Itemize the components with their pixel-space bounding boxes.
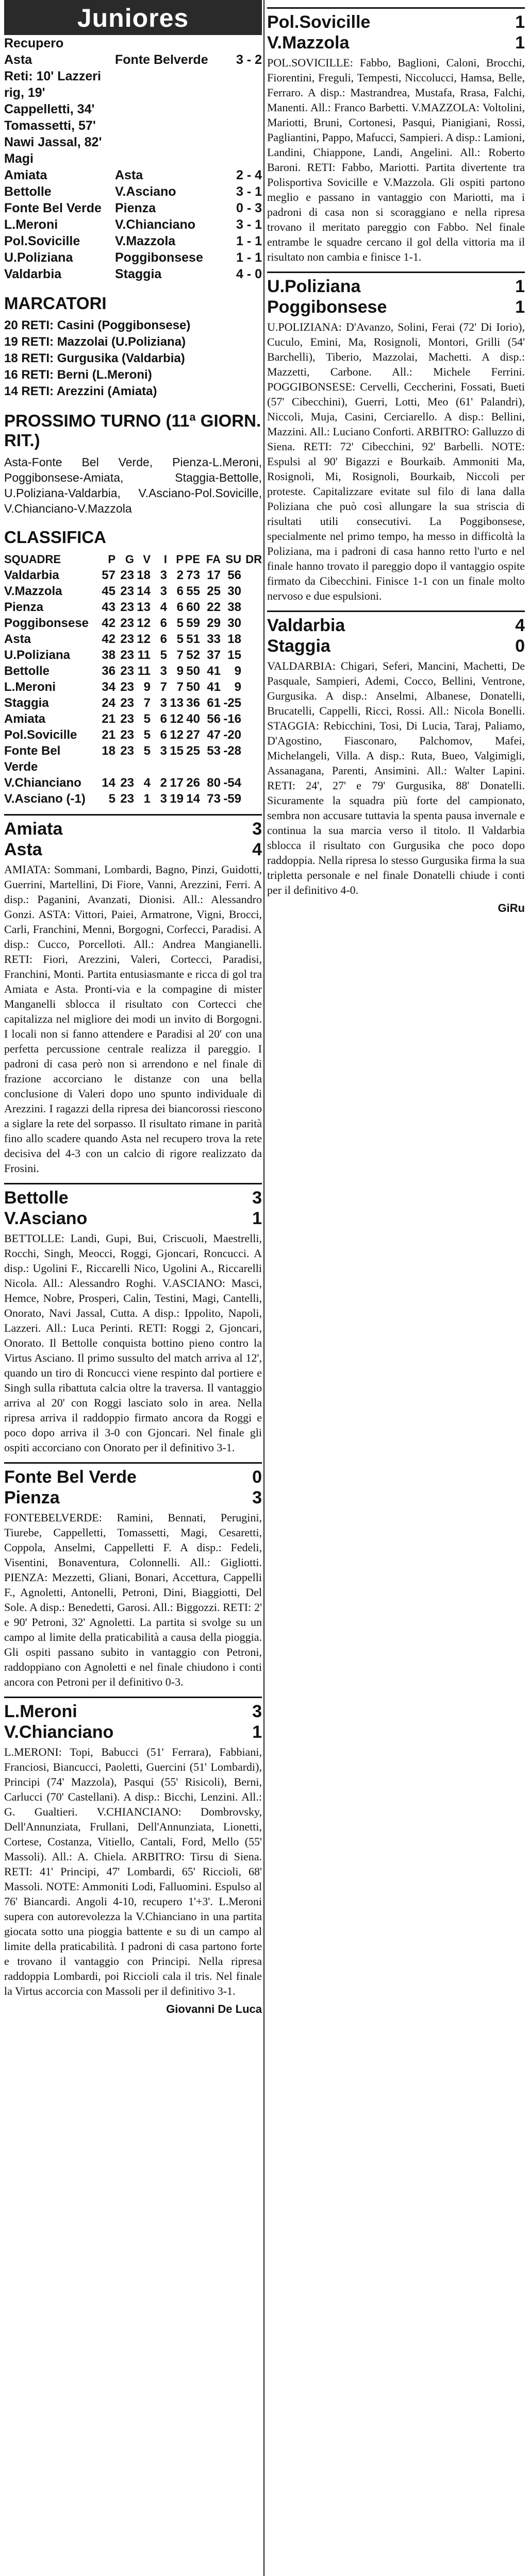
classifica-cell: 7 [160,680,167,694]
classifica-cell: 1 [143,792,151,806]
classifica-cell-empty [241,567,262,583]
classifica-cell: Bettolle [4,664,50,678]
classifica-cell: 56 [207,712,221,726]
classifica-header-cell: DR [245,553,262,566]
classifica-cell-empty [241,615,262,631]
result-away: V.Chianciano [115,217,196,232]
classifica-cell-empty [241,727,262,743]
result-row [4,266,262,282]
classifica-cell: 9 [234,680,241,694]
classifica-cell: 56 [227,568,241,582]
result-away: Pienza [115,201,156,215]
classifica-cell: L.Meroni [4,680,56,694]
match-article [267,611,525,897]
classifica-cell-empty [241,695,262,711]
result-score: 3 - 1 [236,217,262,232]
classifica-row [4,679,262,695]
result-row [4,35,262,52]
classifica-cell: 23 [120,712,134,726]
classifica-cell: 14 [137,584,151,598]
classifica-cell: 36 [102,664,115,678]
classifica-cell: 5 [176,632,184,646]
match-home-score: 1 [515,12,525,32]
match-away-team: Poggibonsese [267,297,387,317]
result-home: Recupero [4,36,64,50]
classifica-cell: 19 [170,792,184,806]
match-home-line [4,1188,262,1208]
section-banner: Juniores [4,0,262,35]
result-row [4,233,262,249]
classifica-cell: 40 [186,712,200,726]
result-away: Asta [115,168,143,182]
result-away: V.Mazzola [115,234,176,248]
classifica-header-cell: G [125,553,134,566]
classifica-cell: 3 [160,664,167,678]
match-home-team: Valdarbia [267,616,345,635]
classifica-cell: -16 [223,712,241,726]
classifica-cell: 47 [207,728,221,742]
classifica-cell: 50 [186,664,200,678]
classifica-row [4,695,262,711]
classifica-header-cell: SU [225,553,241,566]
classifica-cell: 38 [102,648,115,662]
match-home-team: Bettolle [4,1188,69,1208]
classifica-cell: U.Poliziana [4,648,71,662]
classifica-cell: 2 [176,568,184,582]
classifica-cell: 50 [186,680,200,694]
classifica-cell: 6 [160,728,167,742]
match-home-line [267,12,525,32]
column-divider [263,0,264,2576]
classifica-cell: 41 [207,680,221,694]
classifica-cell: 4 [143,776,151,790]
classifica-cell: 15 [170,744,184,758]
classifica-cell: 23 [120,792,134,806]
classifica-cell: 5 [108,792,115,806]
match-away-line [267,297,525,317]
marcatore-item: 14 RETI: Arezzini (Amiata) [4,384,157,398]
left-articles [4,814,262,1998]
classifica-cell: 36 [186,696,200,710]
classifica-cell: 3 [160,696,167,710]
classifica-cell: 23 [120,664,134,678]
match-home-score: 3 [252,1188,262,1208]
classifica-cell: 59 [186,616,200,630]
result-row [4,68,262,167]
classifica-cell: 42 [102,616,115,630]
match-away-team: V.Asciano [4,1209,88,1228]
classifica-row [4,727,262,743]
classifica-cell: 11 [137,648,151,662]
classifica-cell: -59 [223,792,241,806]
byline-left: Giovanni De Luca [166,2003,262,2015]
classifica-cell: Pol.Sovicille [4,728,77,742]
article-rule [267,7,525,9]
classifica-table [4,551,262,807]
match-away-score: 1 [252,1209,262,1228]
classifica-header-cell: FA [206,553,221,566]
article-rule [4,814,262,816]
match-article [267,7,525,264]
classifica-row [4,631,262,647]
match-away-team: V.Mazzola [267,33,350,53]
result-home: U.Poliziana [4,250,73,265]
classifica-cell: 37 [207,648,221,662]
result-row [4,249,262,266]
classifica-cell: 12 [137,616,151,630]
classifica-cell: 18 [137,568,151,582]
result-row [4,52,262,68]
classifica-cell: 41 [207,664,221,678]
classifica-header-cell: P [176,553,184,566]
classifica-cell: 12 [137,632,151,646]
classifica-cell: 42 [102,632,115,646]
classifica-cell: 25 [186,744,200,758]
match-away-team: V.Chianciano [4,1722,114,1742]
classifica-cell: 2 [160,776,167,790]
article-rule [4,1697,262,1698]
classifica-cell: 23 [120,584,134,598]
classifica-cell: 6 [160,632,167,646]
match-away-team: Pienza [4,1488,60,1507]
classifica-cell: 38 [227,600,241,614]
classifica-cell: 6 [176,600,184,614]
classifica-row [4,567,262,583]
classifica-cell: 12 [170,728,184,742]
match-home-line [4,1701,262,1722]
result-home: Reti: 10' Lazzeri rig, 19' Cappelletti, 34' Tomassetti, 57' Nawi Jassal, 82' Magi [4,69,102,166]
classifica-cell: 23 [120,568,134,582]
classifica-cell: 18 [102,744,115,758]
match-away-score: 4 [252,840,262,859]
classifica-cell: 7 [176,680,184,694]
classifica-cell: 9 [143,680,151,694]
classifica-cell: 51 [186,632,200,646]
match-away-score: 1 [515,297,525,317]
classifica-cell: 33 [207,632,221,646]
result-home: Pol.Sovicille [4,234,80,248]
result-home: Valdarbia [4,267,62,281]
result-score: 2 - 4 [236,168,262,182]
classifica-cell: -28 [223,744,241,758]
classifica-row [4,711,262,727]
article-rule [267,272,525,273]
match-home-line [4,1467,262,1487]
classifica-cell: 4 [160,600,167,614]
classifica-cell: 73 [207,792,221,806]
classifica-cell: 5 [160,648,167,662]
result-home: Fonte Bel Verde [4,201,102,215]
classifica-cell: 17 [207,568,221,582]
classifica-cell: 9 [234,664,241,678]
classifica-cell: 3 [160,568,167,582]
classifica-row [4,615,262,631]
classifica-cell: 53 [207,744,221,758]
match-report: FONTEBELVERDE: Ramini, Bennati, Perugini, Tiurebe, Cappelletti, Tomassetti, Magi, Cesaretti, Coppola, Anselmi, Cappelletti F. A disp.: Fedeli, Visentini, Bonaventura, Colonnelli. All.: Gigliotti. PIENZA: Mezzetti, Gliani, Bonari, Accettura, Cappelli F., Agnoletti, Antonelli, Petroni, Dini, Biaggiotti, Del Sole. A disp.: Benedetti, Garosi. All.: Biggozzi. RETI: 2' e 90' Petroni, 32' Agnoletti. La partita si svolge su un campo al limite della praticabilità a causa della pioggia. Gli ospiti passano subito in vantaggio con Petroni, raddoppiano con Agnoletti e nel finale chiudono i conti ancora con Petroni per il definitivo 0-3. [4,1511,262,1688]
match-report: U.POLIZIANA: D'Avanzo, Solini, Ferai (72' Di Iorio), Cuculo, Emini, Ma, Rosignoli, Montori, Grilli (54' Barchelli), Tiberio, Mazzolai, Machetti. A disp.: Mazzetti, Carbone. All.: Michele Ferrini. POGGIBONSESE: Cervelli, Ceccherini, Fossati, Bueti (57' Cibecchini), Guerri, Lotti, Meo (61' Palandri), Niccoli, Muja, Casini, Cerciarello. A disp.: Bellini, Mazzini. All.: Luciano Conforti. ARBITRO: Galluzzo di Siena. RETI: 72' Cibecchini, 92' Barbelli. NOTE: Espulsi al 90' Bigazzi e Bourkaib. Ammoniti Ma, Rosignoli, Mi, Rosignoli, Bourkaib, Niccoli per proteste. Capitalizzare evitate sul filo di lana dalla Poliziana che può così allungare la sua striscia di risultati utili consecutivi. La Poggibonsese, specialmente nel primo tempo, ha messo in difficoltà la Poliziana, ma i padroni di casa hanno retto l'urto e nel finale hanno trovato il pareggio dopo il vantaggio ospite firmato da Cibecchini. Finisce 1-1 con un finale molto nervoso e due espulsioni. [267,320,525,602]
result-home: Bettolle [4,184,52,199]
classifica-cell: 11 [137,664,151,678]
match-report: AMIATA: Sommani, Lombardi, Bagno, Pinzi, Guidotti, Guerrini, Martellini, Di Fiore, Vanni, Arezzini, Ferri. A disp.: Paganini, Avanzati, Dionisi. All.: Alessandro Gonzi. ASTA: Vittori, Paiei, Armatrone, Vigni, Brocci, Carli, Franchini, Menni, Borgogni, Corfecci, Paradisi. A disp.: Cucco, Porcelloti. All.: Andrea Mangianelli. RETI: Fiori, Arezzini, Valeri, Cortecci, Paradisi, Franchini, Monti. Partita entusiasmante e ricca di gol tra Amiata e Asta. Pronti-via e la compagine di mister Manganelli sblocca il risultato con Cortecci che capitalizza nel migliore dei modi un invito di Borgogni. I locali non si fanno attendere e Paradisi al 20' con una perfetta percussione centrale realizza il pareggio. I padroni di casa però non si arrendono e nel finale di frazione accorciano le distanze con una bella conclusione di Valeri dopo uno spunto individuale di Arezzini. I ragazzi della ripresa dei biancorossi riescono a siglare la rete del sorpasso. Il risultato rimane in parità fino allo scadere quando Asta nel recupero trova la rete decisiva del 4-3 con un calcio di rigore realizzato da Frosini. [4,863,262,1175]
classifica-cell: 25 [207,584,221,598]
classifica-cell-empty [241,775,262,791]
right-column [267,0,525,2576]
match-home-score: 1 [515,277,525,296]
left-column [4,0,262,2576]
result-score: 4 - 0 [236,267,262,281]
match-home-line [4,819,262,839]
classifica-cell: 23 [120,616,134,630]
classifica-cell: 5 [176,616,184,630]
classifica-cell: 26 [186,776,200,790]
classifica-cell: 3 [160,584,167,598]
classifica-title: CLASSIFICA [4,528,106,547]
match-away-score: 0 [515,636,525,656]
classifica-cell: 52 [186,648,200,662]
classifica-row [4,583,262,599]
match-article [4,814,262,1176]
classifica-cell: 61 [207,696,221,710]
classifica-row [4,743,262,775]
marcatore-item: 16 RETI: Berni (L.Meroni) [4,368,152,382]
match-home-score: 4 [515,616,525,635]
result-row [4,200,262,216]
classifica-cell: 24 [102,696,115,710]
classifica-cell: V.Mazzola [4,584,62,598]
classifica-cell-empty [241,679,262,695]
classifica-cell: 14 [186,792,200,806]
match-home-line [267,276,525,297]
classifica-cell: 6 [176,584,184,598]
result-row [4,183,262,200]
classifica-cell: 23 [120,648,134,662]
classifica-header-cell: I [163,553,167,566]
classifica-cell: 23 [120,776,134,790]
match-away-score: 1 [252,1722,262,1742]
result-away: Poggibonsese [115,250,203,265]
match-report: BETTOLLE: Landi, Gupi, Bui, Criscuoli, Maestrelli, Rocchi, Singh, Meocci, Roggi, Gjoncari, Roncucci. A disp.: Ugolini F., Riccarelli Nico, Ugolini A., Riccarelli Nicola. All.: Alessandro Roghi. V.ASCIANO: Masci, Hemce, Nobre, Prosperi, Calin, Testini, Magi, Cantelli, Onorato, Navi Jassal, Cutta. A disp.: Ippolito, Napoli, Lazzeri. All.: Luca Perinti. RETI: Roggi 2, Gjoncari, Onorato. Il Bettolle conquista bottino pieno contro la Virtus Asciano. Il primo sussulto del match arriva al 12', quando un tiro di Roncucci viene respinto dal portiere e Singh sulla ribattuta calcia oltre la traversa. Il vantaggio arriva al 20' con Roggi lasciato solo in area. Nella ripresa arriva il raddoppio firmato ancora da Roggi e poco dopo arriva il 3-0 con Gjoncari. Nel finale gli ospiti accorciano con Onorato per il definitivo 3-1. [4,1232,262,1454]
classifica-cell-empty [241,583,262,599]
classifica-header-cell: V [143,553,151,566]
result-home: Asta [4,53,32,67]
match-away-score: 3 [252,1488,262,1507]
match-report: L.MERONI: Topi, Babucci (51' Ferrara), Fabbiani, Franciosi, Biancucci, Paoletti, Guercini (51' Lombardi), Principi (74' Mazzola), Pasqui (55' Risicoli), Berni, Carlucci (70' Castellani). A disp.: Bicchi, Lenzini. All.: G. Gualtieri. V.CHIANCIANO: Dombrovsky, Dell'Annunziata, Frullani, Dell'Annunziata, Lionetti, Cortese, Costanza, Vitiello, Cantali, Ford, Mello (55' Massoli). All.: A. Chiela. ARBITRO: Tirsu di Siena. RETI: 41' Principi, 47' Lombardi, 65' Riccioli, 68' Massoli. NOTE: Ammoniti Lodi, Falluomini. Espulso al 76' Biancardi. Angoli 4-10, recupero 1'+3'. L.Meroni supera con autorevolezza la V.Chianciano in una partita giocata sotto una pioggia battente e su di un campo al limite della praticabilità. I padroni di casa partono forte e trovano il vantaggio con Principi. Nella ripresa raddoppia Lombardi, poi Riccioli cala il tris. Nel finale la Virtus accorcia con Massoli per il definitivo 3-1. [4,1745,262,1997]
result-home: Amiata [4,168,47,182]
match-away-line [4,839,262,860]
classifica-cell: 34 [102,680,115,694]
classifica-header [4,551,262,567]
result-away [115,68,226,167]
classifica-header-cell: PE [185,553,200,566]
match-away-score: 1 [515,33,525,53]
results-table [4,35,262,282]
classifica-cell: 57 [102,568,115,582]
match-report: VALDARBIA: Chigari, Seferi, Mancini, Machetti, De Pasquale, Sampieri, Ademi, Cocco, Bellini, Ventrone, Gurgusika. A disp.: Anselmi, Albanese, Donatelli, Brucatelli, Cappelli, Ricci, Rossi. All.: Nicola Bonelli. STAGGIA: Rebicchini, Tosi, Di Lucia, Taraj, Paliamo, D'Agostino, Fiasconaro, Palchomov, Mafei, Michelangeli, Villa. A disp.: Ruta, Bueo, Valgimigli, Assanagana, Parenti, Ansimini. All.: Walter Lapini. RETI: 24', 27' e 79' Gurgusika, 88' Donatelli. Sicuramente la squadra più forte del campionato, sembra non accusare tuttavia la spenta pausa invernale e continua la sua marcia verso il titolo. Il Valdarbia sblocca il risultato con Gurgusika che poco dopo raddoppia. Nella ripresa lo stesso Gurgusika firma la sua tripletta personale e nel finale Donatelli chiude i conti per il definitivo 4-0. [267,659,525,896]
classifica-cell-empty [241,663,262,679]
match-article [4,1183,262,1455]
classifica-cell: 3 [160,744,167,758]
classifica-cell: 30 [227,584,241,598]
classifica-cell: 9 [176,664,184,678]
classifica-cell: 30 [227,616,241,630]
classifica-cell: Poggibonsese [4,616,89,630]
classifica-cell: Valdarbia [4,568,59,582]
classifica-cell: 60 [186,600,200,614]
classifica-cell: 27 [186,728,200,742]
classifica-cell-empty [241,743,262,775]
match-away-line [267,32,525,53]
classifica-cell: Pienza [4,600,44,614]
classifica-cell: 29 [207,616,221,630]
classifica-cell: 5 [143,712,151,726]
classifica-cell: 13 [170,696,184,710]
match-away-team: Asta [4,840,42,859]
classifica-row [4,791,262,807]
match-away-line [4,1722,262,1742]
result-score: 3 - 2 [236,53,262,67]
classifica-cell: 43 [102,600,115,614]
classifica-cell: 23 [120,680,134,694]
article-rule [4,1462,262,1464]
classifica-cell: -54 [223,776,241,790]
classifica-cell: 21 [102,712,115,726]
classifica-cell: Asta [4,632,31,646]
classifica-cell: 3 [160,792,167,806]
classifica-cell: Amiata [4,712,46,726]
classifica-cell: 55 [186,584,200,598]
marcatori-title: MARCATORI [4,294,107,313]
classifica-cell: 13 [137,600,151,614]
classifica-cell: -20 [223,728,241,742]
classifica-row [4,775,262,791]
classifica-cell-empty [241,599,262,615]
match-article [4,1697,262,1998]
marcatori-list [4,317,262,400]
prossimo-title: PROSSIMO TURNO (11ª GIORN. RIT.) [4,411,261,450]
classifica-cell: 5 [143,744,151,758]
classifica-cell: 6 [160,712,167,726]
match-away-line [267,636,525,656]
classifica-cell: 23 [120,696,134,710]
classifica-cell: V.Asciano (-1) [4,792,86,806]
article-rule [267,611,525,612]
article-rule [4,1183,262,1184]
classifica-row [4,647,262,663]
match-home-score: 3 [252,819,262,839]
classifica-cell-empty [241,711,262,727]
classifica-cell: 18 [227,632,241,646]
match-home-team: U.Poliziana [267,277,361,296]
classifica-header-cell: SQUADRE [4,553,61,566]
match-home-team: Fonte Bel Verde [4,1467,137,1487]
classifica-cell: 23 [120,600,134,614]
match-home-line [267,615,525,636]
classifica-cell: 23 [120,632,134,646]
classifica-cell: 80 [207,776,221,790]
classifica-cell: Staggia [4,696,49,710]
classifica-cell: 12 [170,712,184,726]
marcatore-item: 20 RETI: Casini (Poggibonsese) [4,318,191,332]
classifica-cell: 15 [227,648,241,662]
match-away-team: Staggia [267,636,330,656]
classifica-cell: 23 [120,728,134,742]
classifica-cell: V.Chianciano [4,776,81,790]
match-article [267,272,525,603]
classifica-cell-empty [241,791,262,807]
classifica-cell: -25 [223,696,241,710]
classifica-cell: Fonte Bel Verde [4,744,61,774]
result-score [226,35,262,52]
result-score: 1 - 1 [236,234,262,248]
match-home-score: 3 [252,1702,262,1721]
classifica-cell-empty [241,631,262,647]
result-row [4,216,262,233]
match-home-team: Amiata [4,819,63,839]
result-away: Staggia [115,267,162,281]
result-score: 1 - 1 [236,250,262,265]
classifica-cell: 14 [102,776,115,790]
classifica-cell: 21 [102,728,115,742]
match-home-team: L.Meroni [4,1702,77,1721]
prossimo-text: Asta-Fonte Bel Verde, Pienza-L.Meroni, Poggibonsese-Amiata, Staggia-Bettolle, U.Poliziana-Valdarbia, V.Asciano-Pol.Sovicille, V.Chianciano-V.Mazzola [4,455,262,515]
match-home-score: 0 [252,1467,262,1487]
result-score: 0 - 3 [236,201,262,215]
right-articles [267,7,525,897]
match-article [4,1462,262,1689]
result-score [226,68,262,167]
match-home-team: Pol.Sovicille [267,12,371,32]
classifica-cell: 45 [102,584,115,598]
classifica-row [4,599,262,615]
match-away-line [4,1208,262,1229]
classifica-cell-empty [241,647,262,663]
result-home: L.Meroni [4,217,58,232]
result-away: V.Asciano [115,184,176,199]
result-score: 3 - 1 [236,184,262,199]
classifica-cell: 6 [160,616,167,630]
match-away-line [4,1487,262,1508]
classifica-cell: 17 [170,776,184,790]
classifica-cell: 7 [143,696,151,710]
marcatore-item: 18 RETI: Gurgusika (Valdarbia) [4,351,185,365]
classifica-cell: 22 [207,600,221,614]
byline-right: GiRu [498,902,525,914]
result-row [4,167,262,183]
classifica-cell: 7 [176,648,184,662]
classifica-cell: 5 [143,728,151,742]
result-away [115,35,226,52]
classifica-row [4,663,262,679]
match-report: POL.SOVICILLE: Fabbo, Baglioni, Caloni, Brocchi, Fiorentini, Freguli, Tempesti, Niccolucci, Hamsa, Belle, Ferraro. A disp.: Mastrandrea, Mustafa, Rrasa, Falchi, Manenti. All.: Franco Barbetti. V.MAZZOLA: Voltolini, Mariotti, Bruni, Cortonesi, Pasqui, Pianigiani, Rossi, Pagliantini, Pappo, Mafucci, Sampieri. A disp.: Lamioni, Landini, Chiappone, Landi, Angelini. All.: Roberto Baroni. RETI: Fabbo, Mariotti. Partita divertente tra Polisportiva Sovicille e V.Mazzola. Gli ospiti partono meglio e passano in vantaggio con Mariotti, ma i padroni di casa non si scoraggiano e nella ripresa trovano il meritato pareggio con Fabbo. Nel finale entrambe le squadre cercano il gol della vittoria ma il risultato non cambia e finisce 1-1. [267,56,525,263]
result-away: Fonte Belverde [115,53,208,67]
classifica-cell: 23 [120,744,134,758]
classifica-header-cell: P [108,553,115,566]
classifica-cell: 73 [186,568,200,582]
marcatore-item: 19 RETI: Mazzolai (U.Poliziana) [4,335,186,349]
